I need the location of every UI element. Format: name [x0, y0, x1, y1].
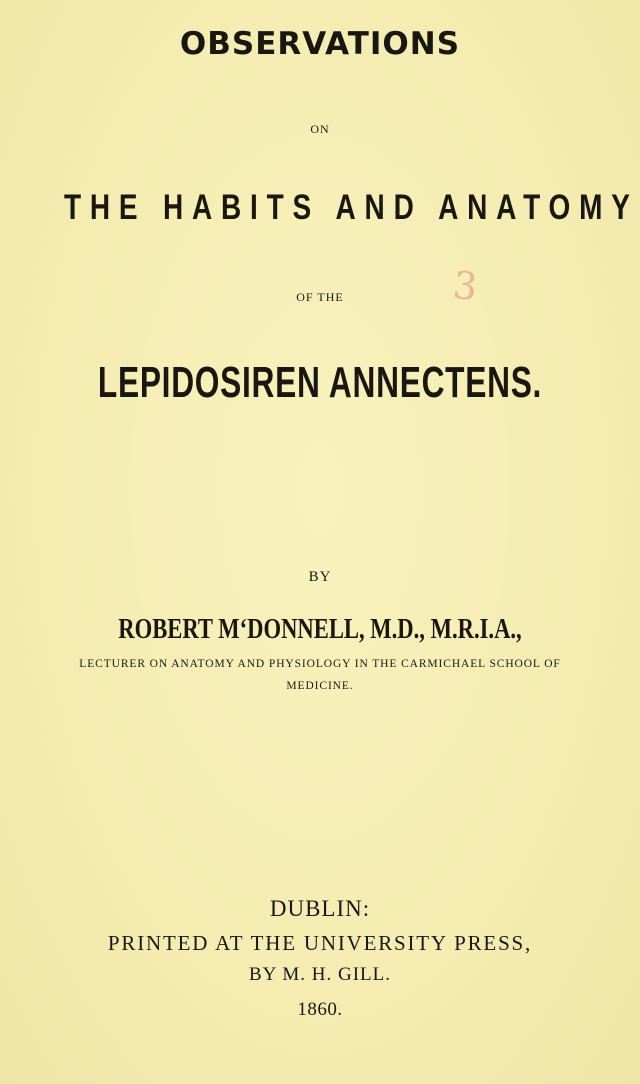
author-affiliation-line1: LECTURER ON ANATOMY AND PHYSIOLOGY IN THE CARMICHAEL SCHOOL OF	[79, 658, 561, 670]
title-habits-and-anatomy: THE HABITS AND ANATOMY	[64, 188, 639, 227]
title-of-the: OF THE	[296, 290, 344, 304]
title-lepidosiren-annectens: LEPIDOSIREN ANNECTENS.	[97, 358, 543, 407]
author-affiliation-line2: MEDICINE.	[286, 680, 354, 692]
title-observations: OBSERVATIONS	[179, 26, 461, 62]
printer-name: BY M. H. GILL.	[248, 964, 392, 985]
title-on: ON	[310, 122, 330, 136]
publication-year: 1860.	[297, 999, 343, 1020]
author-name: ROBERT M‘DONNELL, M.D., M.R.I.A.,	[118, 613, 522, 645]
byline-label: BY	[308, 569, 332, 585]
handwritten-number-mark: 3	[450, 262, 480, 310]
publication-place: DUBLIN:	[269, 896, 371, 921]
printer-line: PRINTED AT THE UNIVERSITY PRESS,	[107, 931, 533, 955]
